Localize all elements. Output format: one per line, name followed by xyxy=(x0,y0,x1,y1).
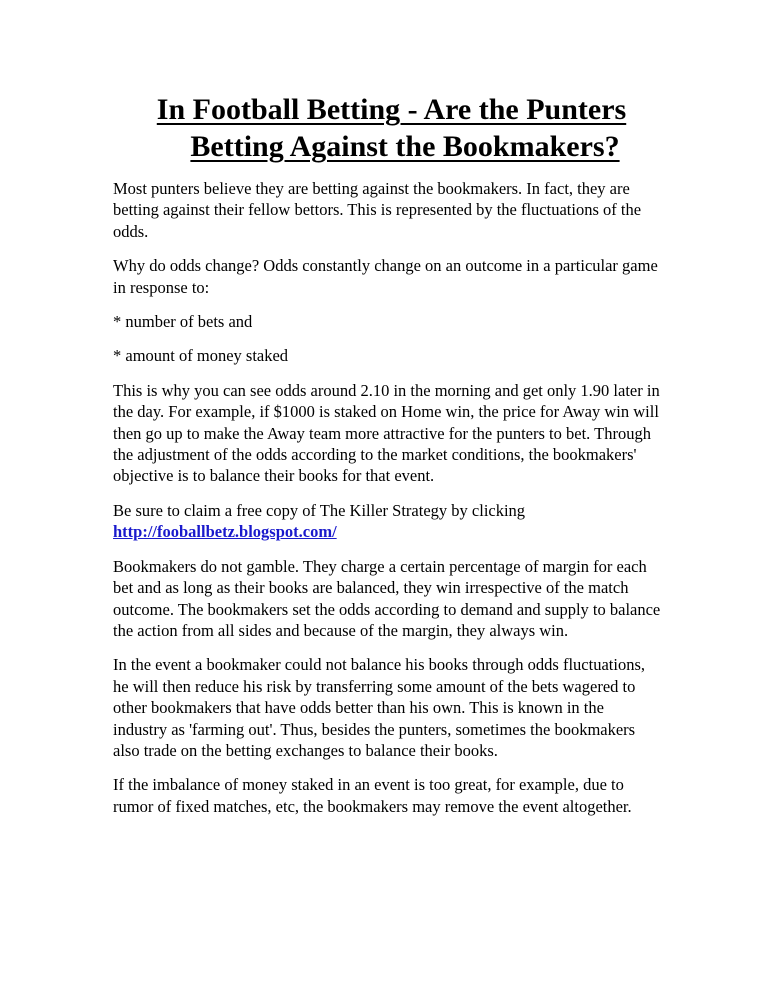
paragraph-farming-out: In the event a bookmaker could not balance his books through odds fluctuations, he will then reduce his risk by transferring some amount of the bets wagered to other bookmakers that have odds better than his own. This is known in the industry as 'farming out'. Thus, besides the punters, sometimes the bookmakers also trade on the betting exchanges to balance their books. xyxy=(113,655,646,760)
title-line-1: In Football Betting - Are the Punters xyxy=(156,93,627,126)
paragraph-bookmakers-margin: Bookmakers do not gamble. They charge a certain percentage of margin for each bet and as long as their books are balanced, they win irrespective of the match outcome. The bookmakers set the odds according to demand and supply to balance the action from all sides and because of the margin, they always win. xyxy=(113,556,661,640)
paragraph-odds-change: Why do odds change? Odds constantly change on an outcome in a particular game in response to: xyxy=(113,256,658,297)
paragraph-odds-example: This is why you can see odds around 2.10 in the morning and get only 1.90 later in the day. For example, if $1000 is staked on Home win, the price for Away win will then go up to make the Away team more attractive for the punters to bet. Through the adjustment of the odds according to the market conditions, the bookmakers' objective is to balance their books for that event. xyxy=(113,380,660,486)
paragraph-intro: Most punters believe they are betting against the bookmakers. In fact, they are betting against their fellow bettors. This is represented by the fluctuations of the odds. xyxy=(113,179,642,241)
list-item-number-of-bets: * number of bets and xyxy=(113,312,253,332)
page-title xyxy=(113,91,661,165)
paragraph-free-copy xyxy=(113,500,661,543)
title-line-2: Betting Against the Bookmakers? xyxy=(190,130,620,163)
document-body xyxy=(113,91,661,830)
list-item-money-staked: * amount of money staked xyxy=(113,346,289,366)
blog-link[interactable]: http://fooballbetz.blogspot.com/ xyxy=(113,522,337,542)
free-copy-text: Be sure to claim a free copy of The Killer Strategy by clicking xyxy=(113,500,526,520)
paragraph-remove-event: If the imbalance of money staked in an event is too great, for example, due to rumor of fixed matches, etc, the bookmakers may remove the event altogether. xyxy=(113,775,632,816)
